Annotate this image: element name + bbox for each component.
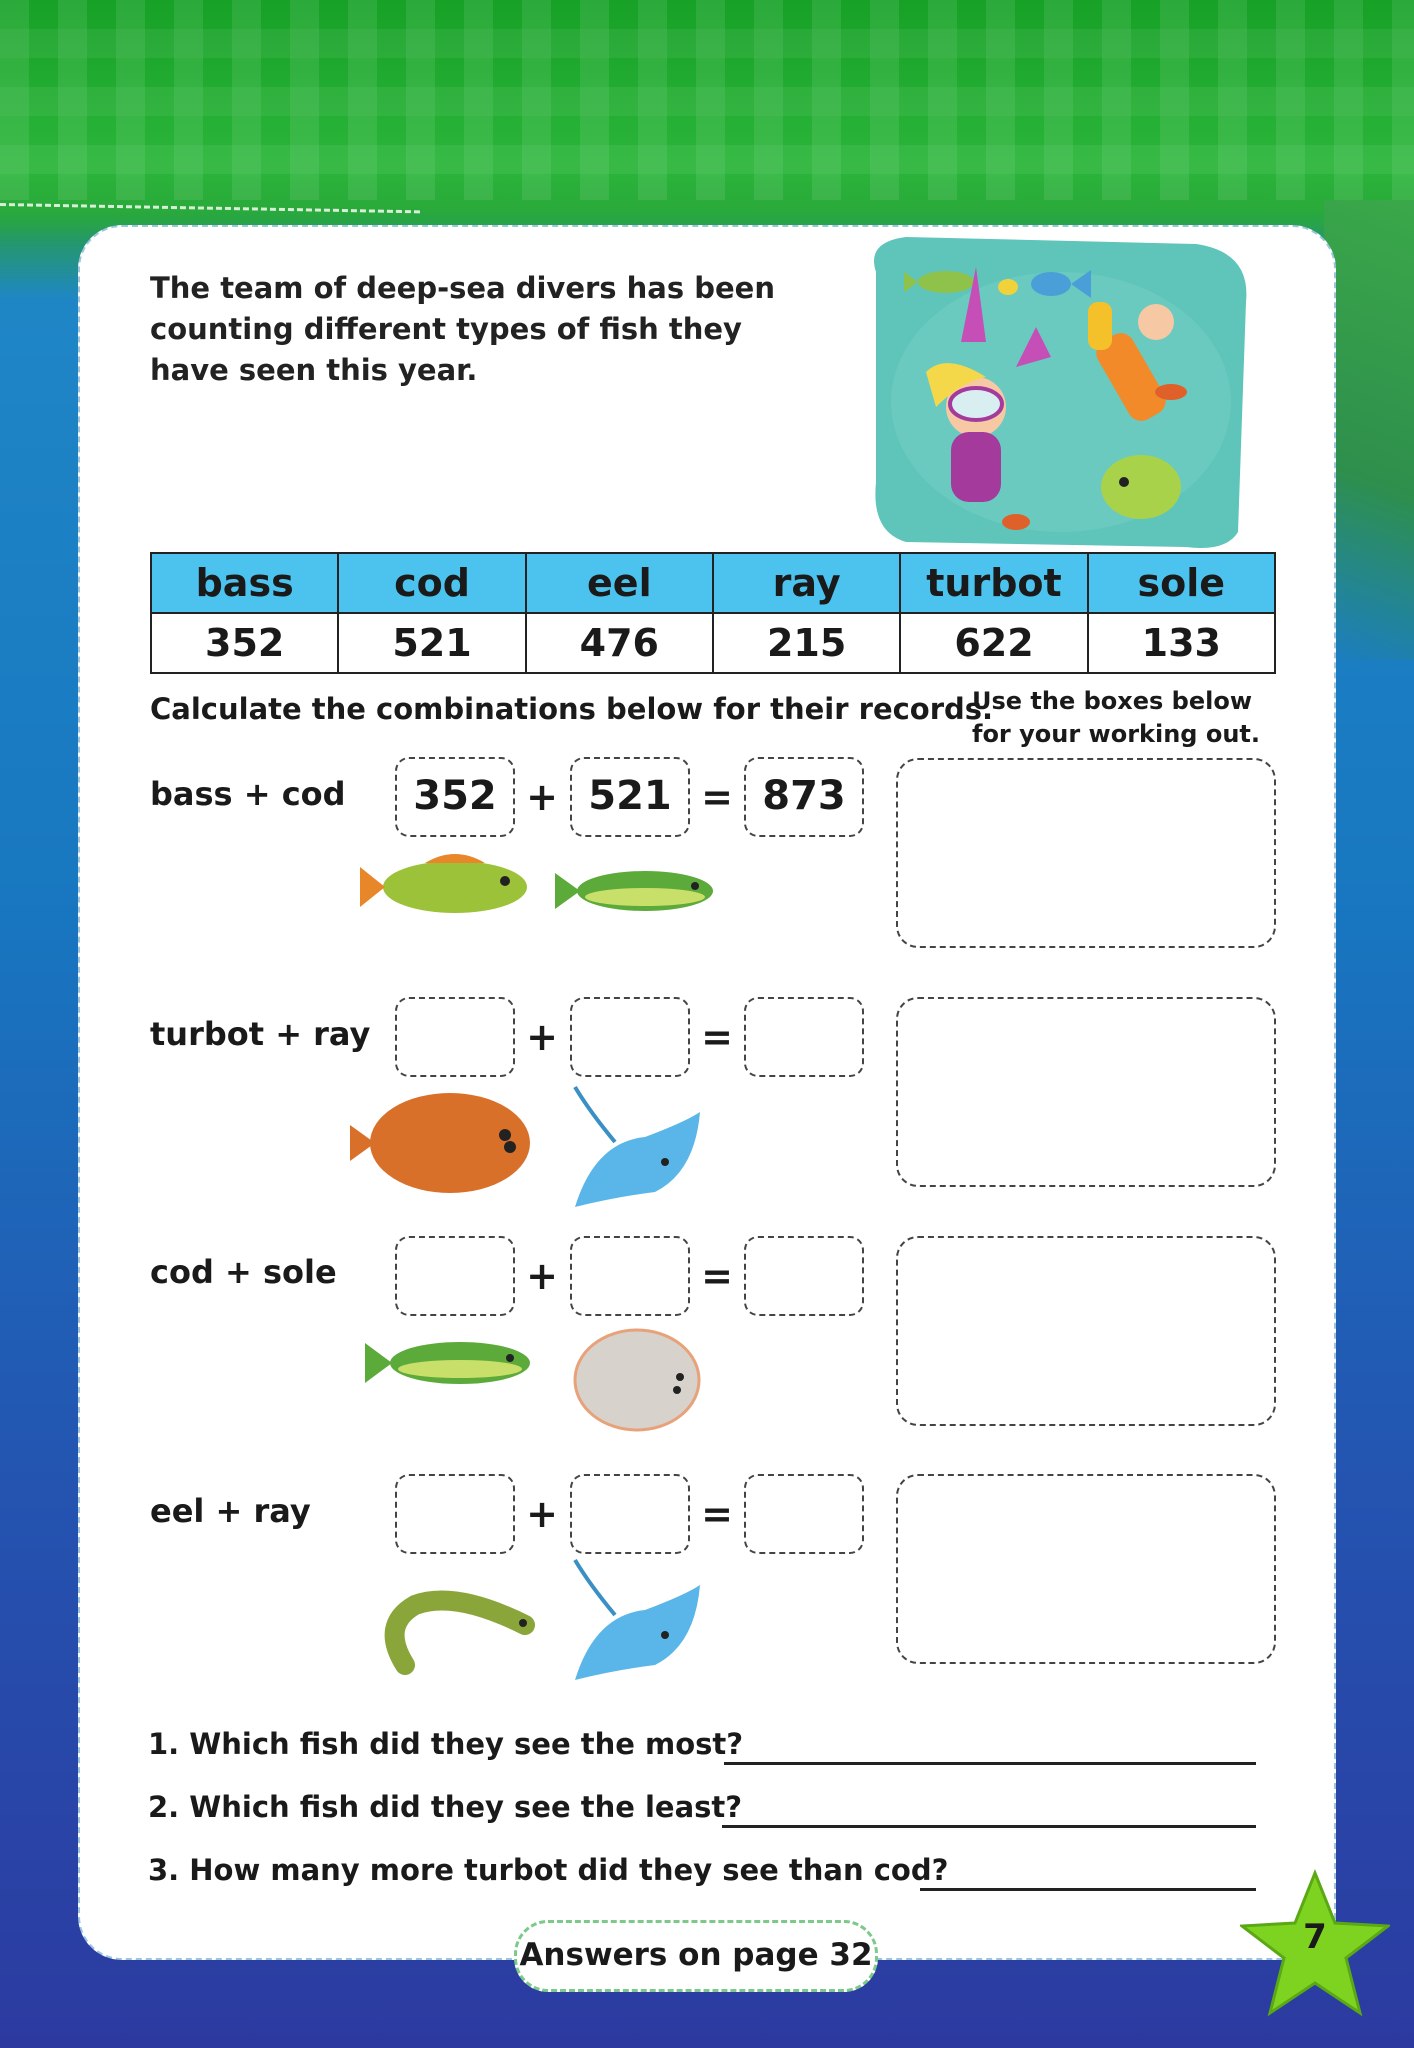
table-cell: 215 xyxy=(713,613,900,673)
bass-icon xyxy=(355,845,540,925)
answer-box-a[interactable] xyxy=(395,1236,515,1316)
fish-count-table xyxy=(150,552,1276,674)
answer-box-b[interactable] xyxy=(570,1474,690,1554)
table-cell: 352 xyxy=(151,613,338,673)
answer-box-a[interactable] xyxy=(395,1474,515,1554)
fish-icon-6 xyxy=(1002,514,1030,530)
working-box[interactable] xyxy=(896,758,1276,948)
eel-icon xyxy=(375,1555,540,1675)
question-1: 1. Which fish did they see the most? xyxy=(148,1727,744,1761)
equals-sign: = xyxy=(701,1492,733,1536)
answers-note: Answers on page 32 xyxy=(514,1920,878,1992)
answer-box-sum[interactable]: 873 xyxy=(744,757,864,837)
table-header: ray xyxy=(713,553,900,613)
working-out-note: Use the boxes below for your working out. xyxy=(972,687,1260,748)
answer-box-a[interactable] xyxy=(395,997,515,1077)
table-cell: 521 xyxy=(338,613,525,673)
row-label: eel + ray xyxy=(150,1492,311,1530)
table-header: sole xyxy=(1088,553,1275,613)
ray-icon xyxy=(555,1082,705,1212)
row-label: turbot + ray xyxy=(150,1015,371,1053)
working-box[interactable] xyxy=(896,1474,1276,1664)
plus-sign: + xyxy=(526,1254,558,1298)
answer-box-a[interactable]: 352 xyxy=(395,757,515,837)
answer-box-b[interactable]: 521 xyxy=(570,757,690,837)
equals-sign: = xyxy=(701,1015,733,1059)
divers-illustration xyxy=(866,232,1256,552)
fish-icon-4 xyxy=(1101,455,1181,519)
table-header: cod xyxy=(338,553,525,613)
answer-line-3[interactable] xyxy=(920,1888,1256,1891)
answer-box-sum[interactable] xyxy=(744,1474,864,1554)
question-3: 3. How many more turbot did they see than cod? xyxy=(148,1853,949,1887)
row-label: cod + sole xyxy=(150,1253,337,1291)
intro-text: The team of deep-sea divers has been counting different types of fish they have seen this year. xyxy=(150,271,775,387)
answer-box-sum[interactable] xyxy=(744,997,864,1077)
checker-pattern xyxy=(0,0,1414,200)
table-header: eel xyxy=(526,553,713,613)
table-cell: 622 xyxy=(900,613,1087,673)
answer-box-b[interactable] xyxy=(570,1236,690,1316)
answer-box-sum[interactable] xyxy=(744,1236,864,1316)
working-box[interactable] xyxy=(896,997,1276,1187)
fish-icon-3 xyxy=(998,279,1018,295)
plus-sign: + xyxy=(526,1015,558,1059)
plus-sign: + xyxy=(526,775,558,819)
table-cell: 133 xyxy=(1088,613,1275,673)
green-side-strip xyxy=(1324,200,1414,660)
equals-sign: = xyxy=(701,1254,733,1298)
equals-sign: = xyxy=(701,775,733,819)
turbot-icon xyxy=(345,1085,540,1200)
fish-icon-5 xyxy=(1155,384,1187,400)
working-box[interactable] xyxy=(896,1236,1276,1426)
row-label: bass + cod xyxy=(150,775,346,813)
cod-icon xyxy=(360,1325,550,1400)
question-2: 2. Which fish did they see the least? xyxy=(148,1790,743,1824)
table-header: turbot xyxy=(900,553,1087,613)
answer-line-1[interactable] xyxy=(724,1762,1256,1765)
ray-icon xyxy=(555,1555,705,1685)
table-cell: 476 xyxy=(526,613,713,673)
answer-box-b[interactable] xyxy=(570,997,690,1077)
plus-sign: + xyxy=(526,1492,558,1536)
cod-icon xyxy=(550,855,735,925)
page-number: 7 xyxy=(1303,1917,1327,1957)
instructions-text: Calculate the combinations below for their records. xyxy=(150,692,994,726)
answer-line-2[interactable] xyxy=(722,1825,1256,1828)
table-header: bass xyxy=(151,553,338,613)
sole-icon xyxy=(565,1322,710,1437)
